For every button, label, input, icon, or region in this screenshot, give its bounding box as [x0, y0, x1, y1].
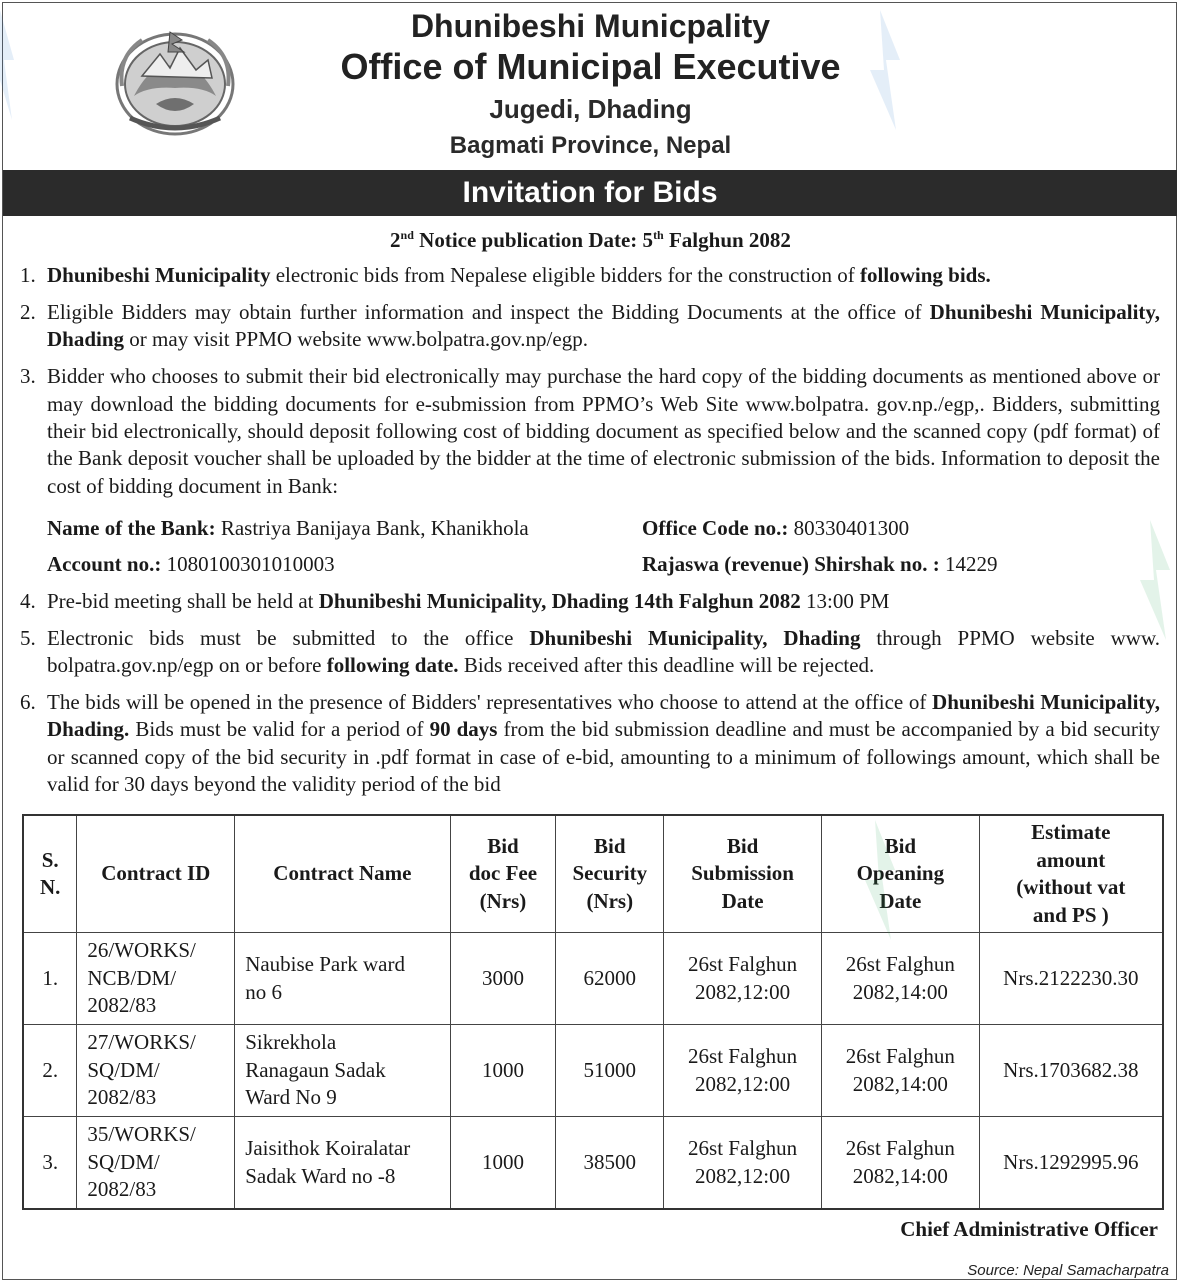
table-cell: 1. [23, 933, 77, 1025]
table-body [23, 933, 1163, 1210]
instruction-list-b [20, 588, 1160, 799]
notice-prefix: 2 [390, 228, 401, 252]
table-cell: Sikrekhola Ranagaun Sadak Ward No 9 [235, 1025, 450, 1117]
notice-prefix-sup: nd [400, 228, 414, 242]
instruction-item [20, 588, 1160, 615]
account-label: Account no.: [47, 551, 162, 576]
signature-title: Chief Administrative Officer [900, 1217, 1158, 1241]
item-text: electronic bids from Nepalese eligible bidders for the construction of [270, 263, 861, 287]
item-text-bold: following date. [326, 653, 459, 678]
bank-name-value: Rastriya Banijaya Bank, Khanikhola [215, 515, 529, 540]
table-cell: Nrs.1292995.96 [979, 1117, 1163, 1210]
table-cell: 26st Falghun 2082,14:00 [821, 933, 979, 1025]
item-text-bold: 90 days [429, 717, 498, 742]
table-cell: Jaisithok Koiralatar Sadak Ward no -8 [235, 1117, 450, 1210]
item-text: 13:00 PM [800, 588, 890, 613]
column-header: S. N. [23, 815, 77, 933]
table-row [23, 1025, 1163, 1117]
table-row [23, 1117, 1163, 1210]
table-cell: Nrs.2122230.30 [979, 933, 1163, 1025]
instruction-item [20, 262, 1160, 289]
letterhead [0, 0, 1181, 170]
notice-middle: Notice publication Date: 5 [413, 228, 654, 252]
item-text: Electronic bids must be submitted to the office [47, 625, 530, 650]
item-text: through PPMO website www. bolpatra.gov.np/egp on or before [47, 625, 1160, 678]
item-text: or may visit PPMO website www.bolpatra.gov.np/egp. [124, 327, 588, 352]
bank-row-1 [20, 510, 1160, 546]
notice-suffix: Falghun 2082 [663, 228, 791, 252]
table-cell: Nrs.1703682.38 [979, 1025, 1163, 1117]
table-cell: 26st Falghun 2082,12:00 [664, 933, 822, 1025]
column-header: Estimate amount (without vat and PS ) [979, 815, 1163, 933]
column-header: Bid doc Fee (Nrs) [450, 815, 556, 933]
table-cell: 1000 [450, 1025, 556, 1117]
column-header: Contract Name [235, 815, 450, 933]
column-header: Contract ID [77, 815, 235, 933]
source-credit: Source: Nepal Samacharpatra [967, 1262, 1169, 1279]
item-text: Bids must be valid for a period of [129, 717, 430, 742]
office-code-value: 80330401300 [788, 515, 910, 540]
item-text: The bids will be opened in the presence of Bidders' representatives who choose to attend at the office of [47, 689, 933, 714]
province-name: Bagmati Province, Nepal [449, 132, 732, 159]
bids-table [22, 814, 1164, 1210]
table-cell: 3000 [450, 933, 556, 1025]
table-header-row [23, 815, 1163, 933]
municipality-name: Dhunibeshi Municpality [410, 8, 771, 44]
office-code-label: Office Code no.: [642, 515, 789, 540]
item-text-bold: Dhunibeshi Municipality [47, 263, 271, 287]
table-cell: 26st Falghun 2082,14:00 [821, 1117, 979, 1210]
office-location: Jugedi, Dhading [489, 94, 692, 124]
item-text-bold: Dhunibeshi Municipality, Dhading [47, 299, 1160, 352]
item-text-bold: Dhunibeshi Municipality, Dhading. [47, 689, 1161, 742]
instruction-item [20, 625, 1160, 680]
banner-title: Invitation for Bids [462, 176, 718, 209]
table-cell: 26st Falghun 2082,14:00 [821, 1025, 979, 1117]
bank-name [47, 510, 529, 546]
table-row [23, 933, 1163, 1025]
instruction-list-a [20, 262, 1160, 500]
account-value: 1080100301010003 [161, 551, 335, 576]
account-number [47, 546, 335, 582]
instruction-item [20, 363, 1160, 500]
item-text: Bids received after this deadline will be rejected. [458, 653, 875, 678]
table-cell: 1000 [450, 1117, 556, 1210]
item-text-bold: Dhunibeshi Municipality, Dhading 14th Falghun 2082 [318, 588, 801, 613]
bank-name-label: Name of the Bank: [47, 515, 216, 540]
revenue-value: 14229 [939, 551, 998, 576]
item-number: 3. [20, 364, 36, 389]
item-text-bold: Dhunibeshi Municipality, Dhading [529, 625, 861, 650]
table-cell: 3. [23, 1117, 77, 1210]
table-cell: 35/WORKS/ SQ/DM/ 2082/83 [77, 1117, 235, 1210]
item-number: 4. [20, 588, 36, 613]
instruction-item [20, 689, 1160, 799]
item-text: Bidder who chooses to submit their bid electronically may purchase the hard copy of the bidding documents as mentioned above or may download the bidding documents for e-submission from PPMO’s Web Site www.bolpatra. gov.np./egp,. Bidders, submitting their bid electronically, should deposit following cost of bidding document as specified below and the scanned copy (pdf format) of the Bank deposit voucher shall be uploaded by the bidder at the time of electronic submission of the bids. Information to deposit the cost of bidding document in Bank: [47, 364, 1160, 498]
item-number: 1. [20, 263, 36, 287]
item-text: Pre-bid meeting shall be held at [47, 588, 319, 613]
office-name: Office of Municipal Executive [340, 46, 841, 87]
column-header: Bid Submission Date [664, 815, 822, 933]
item-text: from the bid submission deadline and must be accompanied by a bid security or scanned copy of the bid security in .pdf format in case of e-bid, amounting to a minimum of followings amount, which shall be valid for 30 days beyond the validity period of the bid [47, 717, 1160, 797]
item-number: 5. [20, 625, 36, 650]
column-header: Bid Security (Nrs) [556, 815, 664, 933]
table-cell: Naubise Park ward no 6 [235, 933, 450, 1025]
table-cell: 38500 [556, 1117, 664, 1210]
table-cell: 26/WORKS/ NCB/DM/ 2082/83 [77, 933, 235, 1025]
instruction-item [20, 299, 1160, 354]
title-banner [3, 170, 1177, 216]
item-number: 2. [20, 299, 36, 324]
revenue-label: Rajaswa (revenue) Shirshak no. : [642, 551, 940, 576]
table-cell: 2. [23, 1025, 77, 1117]
table-cell: 26st Falghun 2082,12:00 [664, 1025, 822, 1117]
notice-date-line [0, 228, 1181, 253]
column-header: Bid Opeaning Date [821, 815, 979, 933]
revenue-code [642, 546, 997, 582]
table-cell: 62000 [556, 933, 664, 1025]
table-cell: 51000 [556, 1025, 664, 1117]
table-cell: 27/WORKS/ SQ/DM/ 2082/83 [77, 1025, 235, 1117]
bid-instructions [20, 262, 1160, 808]
office-code [642, 510, 909, 546]
bank-row-2 [20, 546, 1160, 582]
table-cell: 26st Falghun 2082,12:00 [664, 1117, 822, 1210]
item-text: Eligible Bidders may obtain further information and inspect the Bidding Documents at the office of [47, 299, 930, 324]
item-number: 6. [20, 689, 36, 714]
item-text-bold: following bids. [860, 263, 991, 287]
notice-date-sup: th [653, 228, 664, 242]
